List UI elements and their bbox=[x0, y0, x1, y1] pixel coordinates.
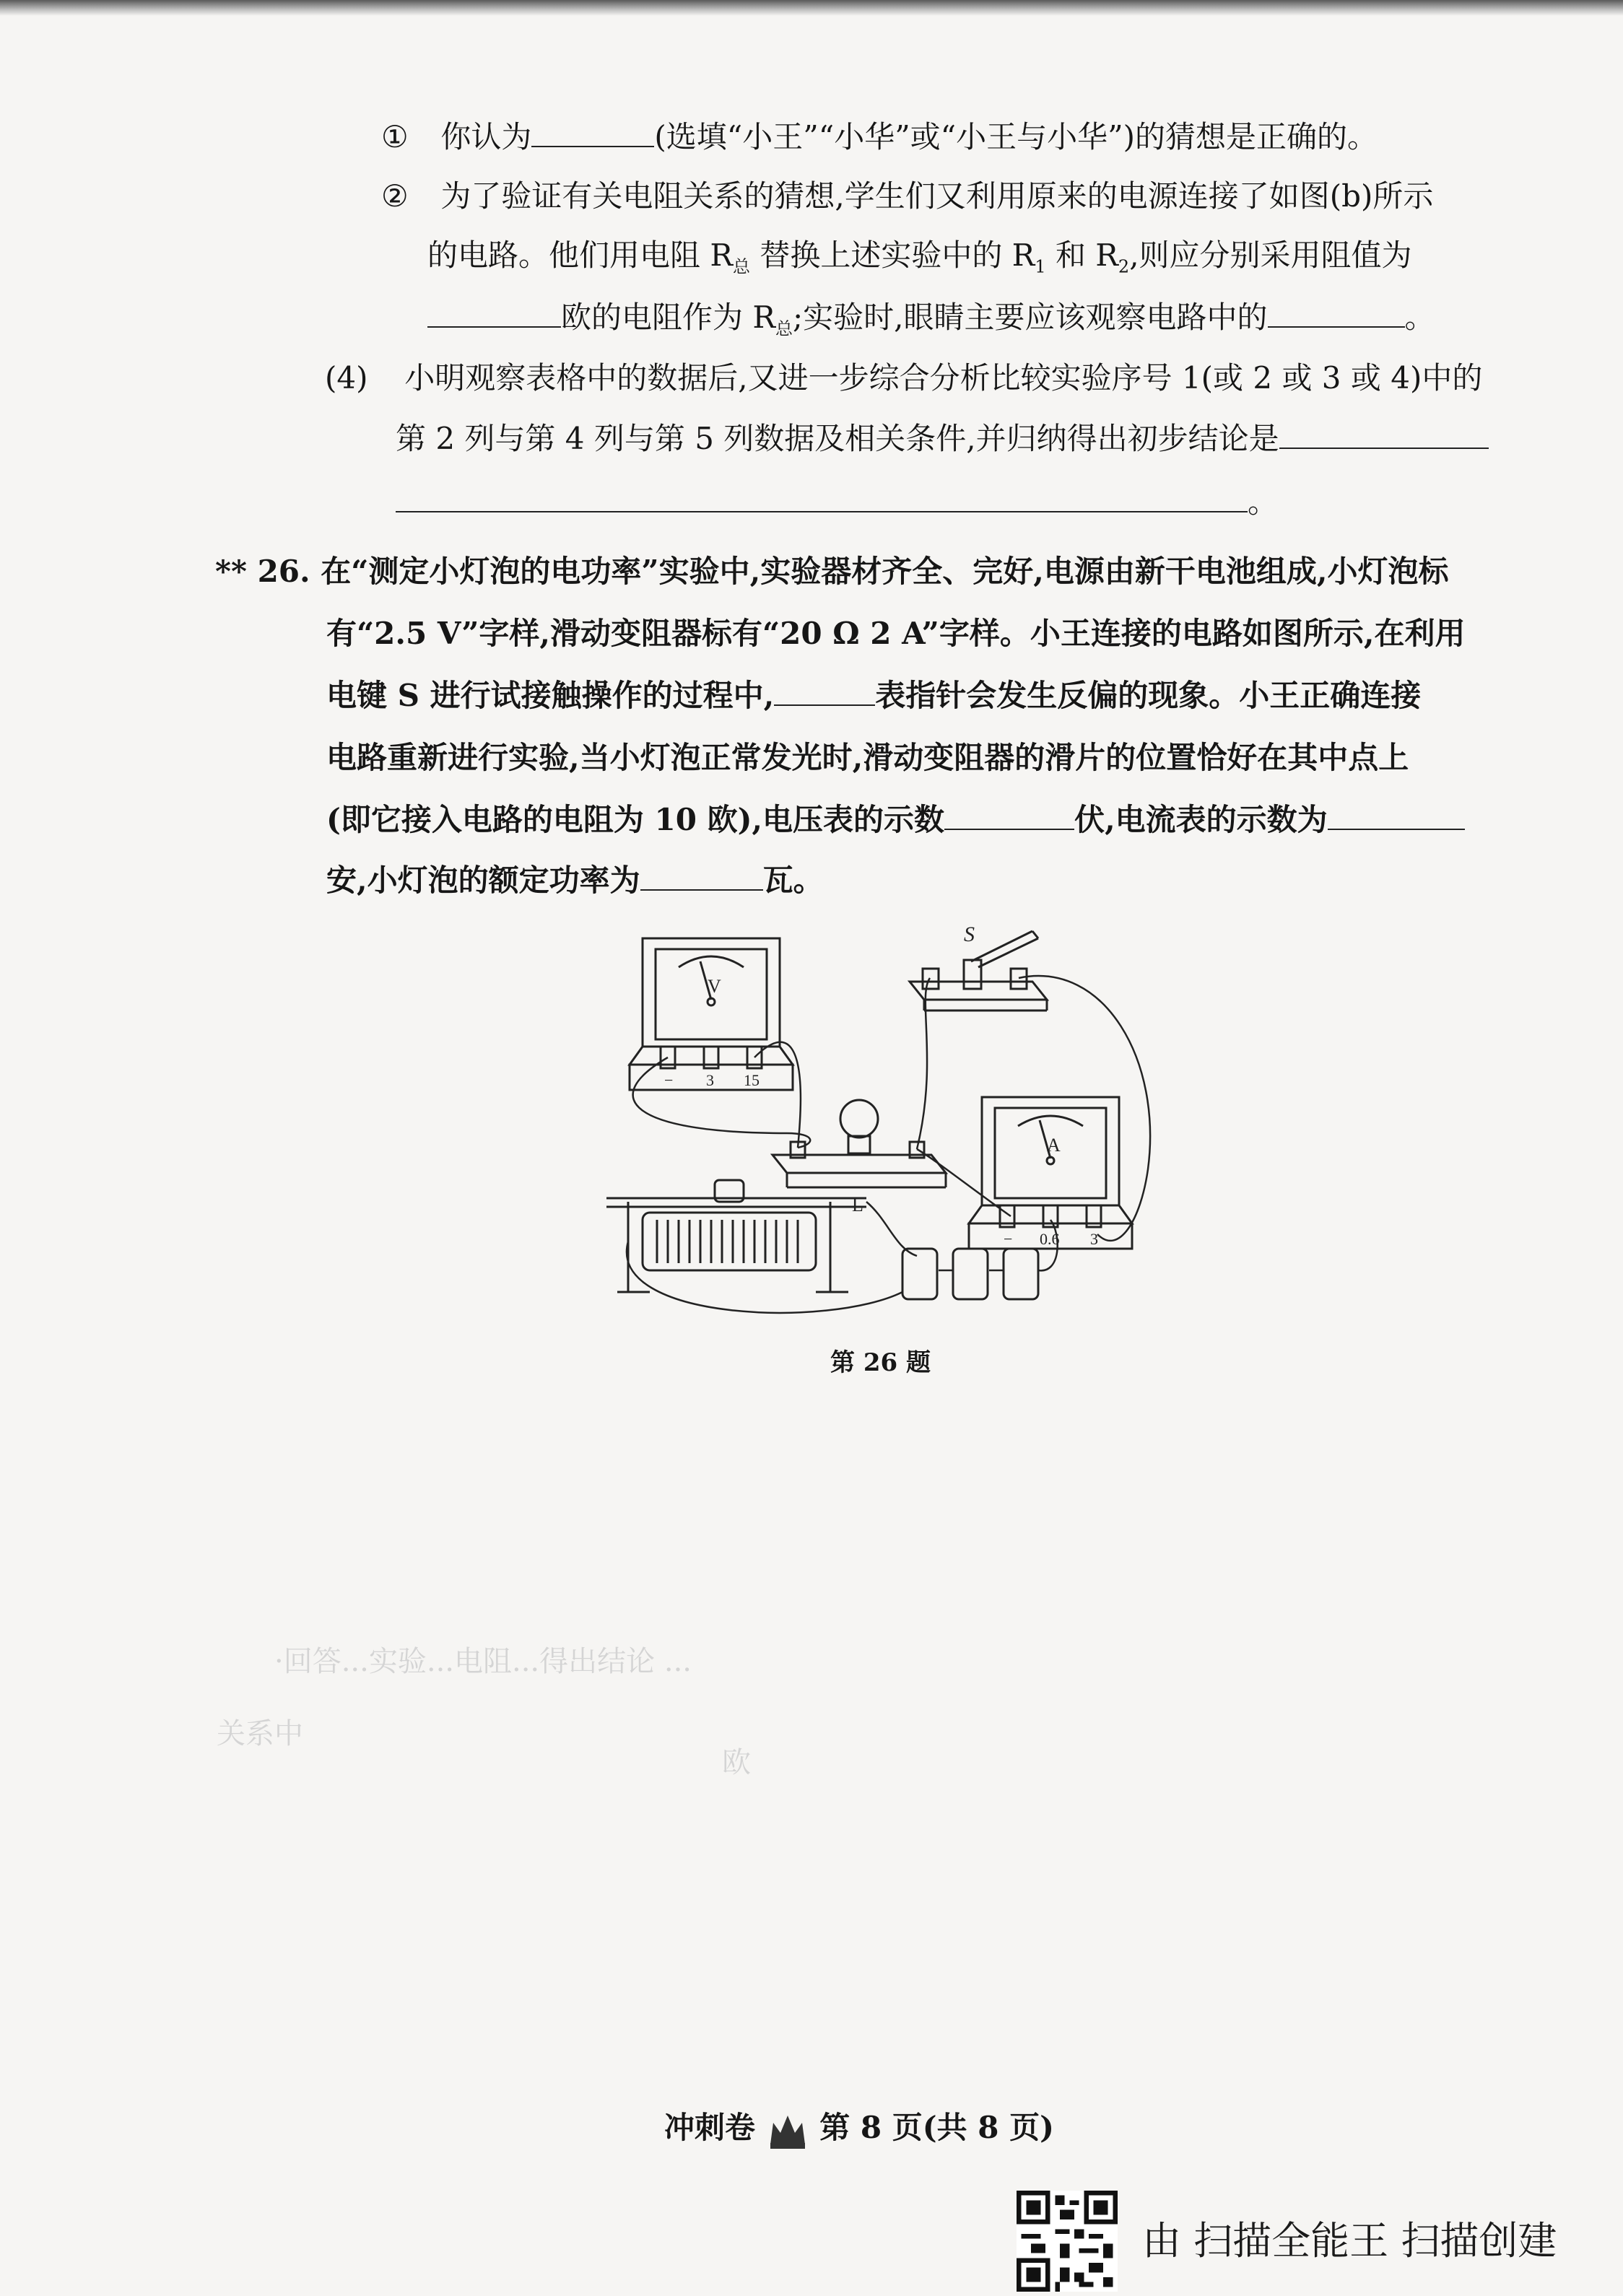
ammeter-terminal-neg: − bbox=[1004, 1230, 1013, 1248]
q26-line4: 电路重新进行实验,当小灯泡正常发光时,滑动变阻器的滑片的位置恰好在其中点上 bbox=[326, 740, 1409, 775]
bleed-through-text: 关系中 bbox=[217, 1717, 303, 1750]
footer-title: 冲刺卷 bbox=[664, 2110, 756, 2145]
answer-blank[interactable] bbox=[1328, 804, 1465, 830]
answer-blank[interactable] bbox=[531, 121, 654, 147]
answer-blank[interactable] bbox=[1279, 423, 1489, 449]
answer-blank[interactable] bbox=[640, 865, 763, 891]
q25-item1: ① 你认为 (选填“小王”“小华”或“小王与小华”)的猜想是正确的。 bbox=[381, 119, 1378, 154]
switch bbox=[910, 931, 1047, 1010]
answer-blank[interactable] bbox=[944, 804, 1074, 830]
q26-line6: 安,小灯泡的额定功率为 瓦。 bbox=[326, 863, 824, 898]
voltmeter-terminal-3: 3 bbox=[706, 1071, 714, 1089]
bleed-through-text: ·回答...实验...电阻...得出结论 ... bbox=[274, 1645, 692, 1678]
q25-item4-line3: 。 bbox=[396, 482, 1278, 523]
page-footer bbox=[664, 2104, 1054, 2150]
question-number: 26. bbox=[257, 554, 310, 589]
scanner-watermark: 由 扫描全能王 扫描创建 bbox=[1142, 2218, 1557, 2264]
switch-label: S bbox=[964, 922, 975, 946]
answer-blank[interactable] bbox=[1268, 302, 1405, 328]
answer-blank[interactable] bbox=[396, 486, 1248, 512]
voltmeter-terminal-15: 15 bbox=[744, 1071, 760, 1089]
ammeter bbox=[969, 1097, 1132, 1249]
ammeter-terminal-3: 3 bbox=[1090, 1230, 1098, 1248]
q26-line5: (即它接入电路的电阻为 10 欧),电压表的示数 伏,电流表的示数为 bbox=[326, 800, 1465, 840]
figure-caption: 第 26 题 bbox=[830, 1348, 931, 1377]
battery-pack bbox=[902, 1249, 1038, 1299]
q25-item2-line2: 的电路。他们用电阻 $R_总$ 替换上述实验中的 $R_1$ 和 $R_2$,则应分别采用阻值为 bbox=[427, 237, 1412, 277]
q25-item2-line3: 欧的电阻作为 $R_总$;实验时,眼睛主要应该观察电路中的 。 bbox=[427, 297, 1435, 349]
voltmeter-label: V bbox=[708, 976, 721, 997]
q25-item4-line1: (4) 小明观察表格中的数据后,又进一步综合分析比较实验序号 1(或 2 或 3 或 4)中的 bbox=[325, 360, 1483, 396]
wires bbox=[627, 976, 1150, 1313]
q26-line3: 电键 S 进行试接触操作的过程中, 表指针会发生反偏的现象。小王正确连接 bbox=[326, 678, 1422, 713]
circuit-figure bbox=[599, 917, 1162, 1321]
lamp-label: L bbox=[852, 1195, 863, 1215]
q25-item2-line1: ② 为了验证有关电阻关系的猜想,学生们又利用原来的电源连接了如图(b)所示 bbox=[381, 178, 1434, 214]
rheostat bbox=[606, 1180, 866, 1292]
difficulty-stars: ** bbox=[215, 554, 247, 589]
ammeter-label: A bbox=[1047, 1135, 1061, 1156]
qr-code-icon bbox=[1017, 2191, 1118, 2292]
answer-blank[interactable] bbox=[427, 302, 561, 328]
answer-blank[interactable] bbox=[774, 680, 875, 706]
q25-item4-line2: 第 2 列与第 4 列与第 5 列数据及相关条件,并归纳得出初步结论是 bbox=[396, 419, 1489, 459]
bleed-through-text: 欧 bbox=[722, 1746, 751, 1779]
scan-edge bbox=[0, 0, 1623, 16]
ammeter-terminal-06: 0.6 bbox=[1040, 1230, 1060, 1248]
footer-page: 第 8 页(共 8 页) bbox=[819, 2110, 1054, 2145]
q26-line2: 有“2.5 V”字样,滑动变阻器标有“20 Ω 2 A”字样。小王连接的电路如图所示,在利用 bbox=[326, 616, 1466, 651]
voltmeter-terminal-neg: − bbox=[664, 1071, 674, 1089]
q26-line1: ** 26. 在“测定小灯泡的电功率”实验中,实验器材齐全、完好,电源由新干电池组成,小灯泡标 bbox=[215, 554, 1449, 589]
crown-icon bbox=[766, 2110, 809, 2150]
